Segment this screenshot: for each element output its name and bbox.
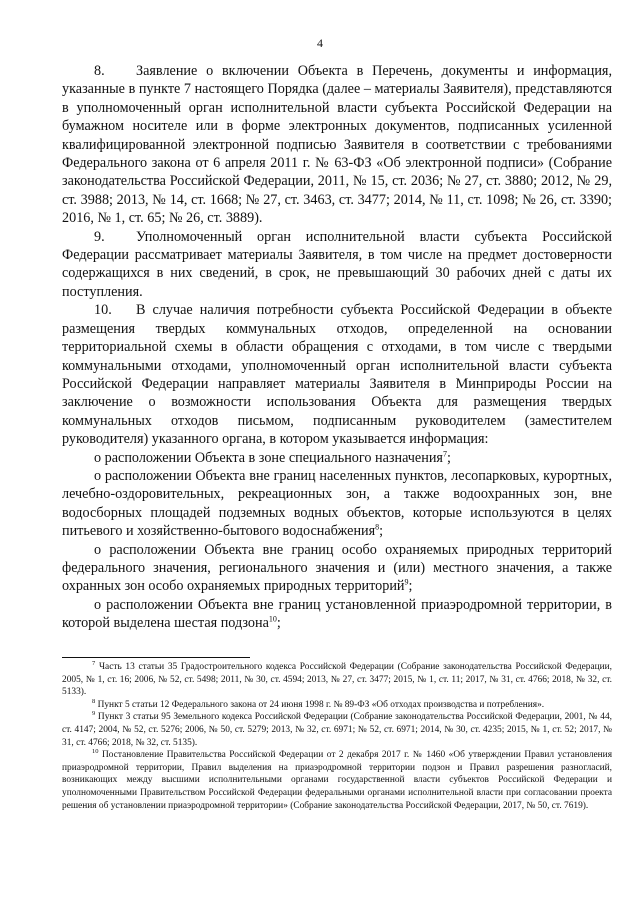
paragraph-10 <box>62 301 612 448</box>
footnote <box>62 711 612 749</box>
paragraph-8 <box>62 62 612 228</box>
document-body <box>62 62 612 633</box>
list-item-tail: ; <box>408 578 413 595</box>
footnote-number: 10 <box>92 748 99 756</box>
footnote-divider <box>62 657 250 658</box>
footnote-number: 8 <box>92 697 96 705</box>
list-item-text: о расположении Объекта вне границ населенных пунктов, лесопарковых, курортных, лечебно-оздоровительных, рекреационных зон, а также водоохранных зон, вне водосборных площадей подземных водных объектов, которые используются в целях питьевого и хозяйственно-бытового водоснабжения <box>62 467 612 540</box>
list-item <box>62 467 612 541</box>
footnote-ref[interactable]: 9 <box>404 577 409 587</box>
footnote-ref[interactable]: 7 <box>442 448 447 458</box>
footnote-number: 7 <box>92 659 96 667</box>
paragraph-text: Уполномоченный орган исполнительной власти субъекта Российской Федерации рассматривает материалы Заявителя, в том числе на предмет достоверности содержащихся в них сведений, в срок, не превышающий 30 рабочих дней с даты их поступления. <box>62 228 612 300</box>
footnote-ref[interactable]: 8 <box>375 522 380 532</box>
list-item-tail: ; <box>379 523 384 540</box>
footnote-text: Часть 13 статьи 35 Градостроительного кодекса Российской Федерации (Собрание законодательства Российской Федерации, 2005, № 1, ст. 16; 2006, № 52, ст. 5498; 2011, № 30, ст. 4594; 2013, № 27, ст. 3477; 2015, № 1, ст. 11; 2017, № 31, ст. 4766; 2018, № 32, ст. 5133). <box>62 662 613 698</box>
paragraph-number: 9. <box>94 228 105 245</box>
footnotes <box>62 661 612 812</box>
paragraph-number: 10. <box>94 302 112 319</box>
footnote-ref[interactable]: 10 <box>268 614 277 624</box>
footnote-text: Пункт 3 статьи 95 Земельного кодекса Российской Федерации (Собрание законодательства Российской Федерации, 2001, № 44, ст. 4147; 2004, № 52, ст. 5276; 2006, № 50, ст. 5279; 2013, № 32, ст. 6971; № 52, ст. 6971; 2014, № 30, ст. 4235; 2015, № 1, ст. 52; 2017, № 31, ст. 4766; 2018, № 32, ст. 5135). <box>62 712 613 748</box>
footnote <box>62 699 612 712</box>
footnote <box>62 749 612 812</box>
footnote <box>62 661 612 699</box>
list-item-text: о расположении Объекта в зоне специального назначения <box>94 449 443 466</box>
paragraph-text: В случае наличия потребности субъекта Российской Федерации в объекте размещения твердых коммунальных отходов, определенной на основании территориальной схемы в области обращения с отходами, в том числе с твердыми коммунальными отходами, уполномоченный орган исполнительной власти субъекта Российской Федерации направляет материалы Заявителя в Минприроды России на заключение о возможности использования Объекта для размещения твердых коммунальных отходов письмом, подписанным руководителем (заместителем руководителя) указанного органа, в котором указывается информация: <box>62 302 612 448</box>
list-item-text: о расположении Объекта вне границ особо охраняемых природных территорий федерального значения, регионального значения и (или) местного значения, а также охранных зон особо охраняемых природных территорий <box>62 541 612 595</box>
list-item-text: о расположении Объекта вне границ установленной приаэродромной территории, в которой выделена шестая подзона <box>62 596 612 632</box>
list-item-tail: ; <box>446 449 451 466</box>
page-number: 4 <box>317 36 323 50</box>
list-item <box>62 596 612 633</box>
list-item <box>62 449 612 467</box>
footnote-number: 9 <box>92 710 96 718</box>
list-item <box>62 541 612 596</box>
footnote-text: Постановление Правительства Российской Федерации от 2 декабря 2017 г. № 1460 «Об утверждении Правил установления приаэродромной территории, Правил выделения на приаэродромной территории подзон и Правил разрешения разногласий, возникающих между высшими исполнительными органами государственной власти субъектов Российской Федерации и уполномоченными Правительством Российской Федерации федеральными органами исполнительной власти при согласовании проекта решения об установлении приаэродромной территории» (Собрание законодательства Российской Федерации, 2017, № 50, ст. 7619). <box>62 750 612 811</box>
paragraph-9 <box>62 228 612 302</box>
list-item-tail: ; <box>276 615 281 632</box>
paragraph-text: Заявление о включении Объекта в Перечень, документы и информация, указанные в пункте 7 настоящего Порядка (далее – материалы Заявителя), представляются в уполномоченный орган исполнительной власти субъекта Российской Федерации на бумажном носителе или в форме электронных документов, подписанных усиленной квалифицированной электронной подписью Заявителя в соответствии с требованиями Федерального закона от 6 апреля 2011 г. № 63-ФЗ «Об электронной подписи» (Собрание законодательства Российской Федерации, 2011, № 15, ст. 2036; № 27, ст. 3880; 2012, № 29, ст. 3988; 2013, № 14, ст. 1668; № 27, ст. 3463, ст. 3477; 2014, № 11, ст. 1098; № 26, ст. 3390; 2016, № 1, ст. 65; № 26, ст. 3889). <box>62 63 612 227</box>
paragraph-number: 8. <box>94 63 105 79</box>
footnote-text: Пункт 5 статьи 12 Федерального закона от 24 июня 1998 г. № 89-ФЗ «Об отходах производства и потребления». <box>97 699 545 710</box>
